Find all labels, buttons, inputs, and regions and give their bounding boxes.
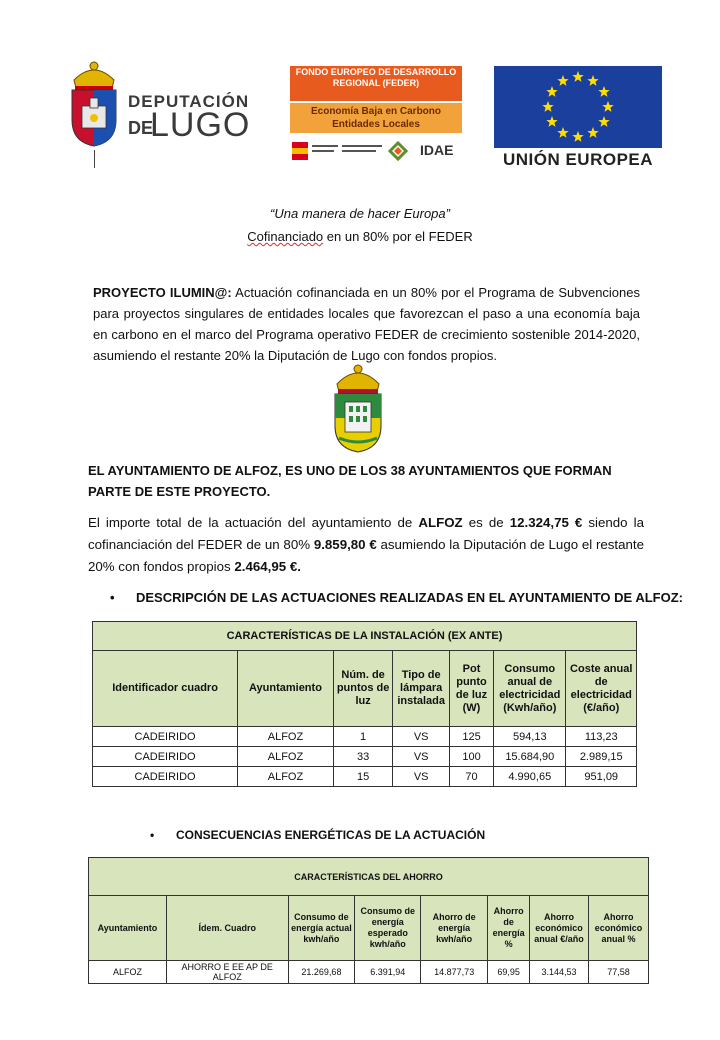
divider [94,150,95,168]
table-cell: 3.144,53 [530,961,589,984]
spain-government-icon [290,136,410,166]
column-header: Ídem. Cuadro [166,896,288,961]
ayuntamiento-heading: EL AYUNTAMIENTO DE ALFOZ, ES UNO DE LOS 38 AYUNTAMIENTOS QUE FORMAN PARTE DE ESTE PROYECTO. [88,463,612,499]
table-cell: 14.877,73 [421,961,488,984]
table-instalacion [92,621,637,787]
cofinanciado-line [0,229,720,244]
ministry-logos [290,136,462,166]
importe-paragraph [88,512,644,578]
column-header: Ahorro económico anual €/año [530,896,589,961]
table-cell: 21.269,68 [288,961,355,984]
table-cell: ALFOZ [238,727,334,747]
table-cell: ALFOZ [238,747,334,767]
bullet-descripcion [110,590,683,605]
idae-label: IDAE [420,142,454,158]
feder-title: FONDO EUROPEO DE DESARROLLO REGIONAL (FEDER) [290,66,462,101]
table-cell: CADEIRIDO [93,727,238,747]
table-cell: 69,95 [488,961,530,984]
column-header: Tipo de lámpara instalada [393,651,450,727]
importe-text: es de [462,515,510,530]
feder-logo [290,66,462,166]
importe-feder: 9.859,80 € [313,537,377,552]
table-cell: ALFOZ [89,961,167,984]
table-cell: 77,58 [589,961,649,984]
importe-text: asumiendo la Diputación de Lugo el restante 20% con fondos propios [88,537,645,574]
table-cell: VS [393,747,450,767]
table-cell: AHORRO E EE AP DE ALFOZ [166,961,288,984]
importe-text: El importe total de la actuación del ayuntamiento de [88,515,419,530]
column-header: Ahorro económico anual % [589,896,649,961]
eu-flag-icon [494,66,662,148]
table-cell: 70 [449,767,493,787]
table-row [93,747,637,767]
table-cell: ALFOZ [238,767,334,787]
table-cell: 100 [449,747,493,767]
table-row [93,767,637,787]
logo-line-lugo: LUGO [150,106,251,144]
project-paragraph [93,282,640,366]
bullet-icon: • [150,828,155,842]
importe-propios: 2.464,95 €. [234,559,301,574]
column-header: Consumo de energía esperado kwh/año [355,896,421,961]
table-cell: 125 [449,727,493,747]
column-header: Consumo de energía actual kwh/año [288,896,355,961]
table-cell: 2.989,15 [566,747,637,767]
table-cell: 951,09 [566,767,637,787]
motto-line: “Una manera de hacer Europa” [270,206,450,221]
alfoz-coat-of-arms-icon [329,362,387,454]
table-cell: VS [393,767,450,787]
table-cell: 33 [333,747,393,767]
table-title: CARACTERÍSTICAS DEL AHORRO [89,858,649,896]
deputacion-lugo-logo [128,92,251,144]
table-cell: 594,13 [494,727,566,747]
column-header: Pot punto de luz (W) [449,651,493,727]
table-cell: VS [393,727,450,747]
column-header: Ayuntamiento [89,896,167,961]
column-header: Coste anual de electricidad (€/año) [566,651,637,727]
lugo-coat-of-arms-icon [66,58,122,148]
importe-text: siendo la cofinanciación del FEDER de un 80% [88,515,644,552]
cofinanciado-rest: en un 80% por el FEDER [323,229,473,244]
table-cell: 1 [333,727,393,747]
table-cell: CADEIRIDO [93,747,238,767]
project-text: Actuación cofinanciada en un 80% por el Programa de Subvenciones para proyectos singulares de entidades locales que favorezcan el paso a una economía baja en carbono en el marco del Programa operativo FEDER de crecimiento sostenible 2014-2020, asumiendo el restante 20% la Diputación de Lugo con fondos propios. [93,285,640,363]
table-row [89,961,649,984]
table-cell: 15 [333,767,393,787]
importe-total: 12.324,75 € [509,515,583,530]
table-cell: 6.391,94 [355,961,421,984]
table-cell: CADEIRIDO [93,767,238,787]
bullet-consecuencias [150,828,486,842]
feder-subtitle: Economía Baja en Carbono Entidades Locales [290,103,462,133]
eu-label: UNIÓN EUROPEA [502,150,654,169]
column-header: Consumo anual de electricidad (Kwh/año) [494,651,566,727]
cofinanciado-word: Cofinanciado [247,229,324,244]
column-header: Núm. de puntos de luz [333,651,393,727]
column-header: Ahorro de energía % [488,896,530,961]
logo-line-de: DE [128,118,154,138]
logo-line-deputacion: DEPUTACIÓN [128,92,250,111]
table-row [93,727,637,747]
table-ahorro [88,857,649,984]
table-cell: 15.684,90 [494,747,566,767]
table-title: CARACTERÍSTICAS DE LA INSTALACIÓN (EX ANTE) [93,622,637,651]
column-header: Ayuntamiento [238,651,334,727]
column-header: Identificador cuadro [93,651,238,727]
table-cell: 4.990,65 [494,767,566,787]
bullet-text: DESCRIPCIÓN DE LAS ACTUACIONES REALIZADAS EN EL AYUNTAMIENTO DE ALFOZ: [136,590,683,605]
column-header: Ahorro de energía kwh/año [421,896,488,961]
project-lead: PROYECTO ILUMIN@: [93,285,232,300]
table-cell: 113,23 [566,727,637,747]
bullet-text: CONSECUENCIAS ENERGÉTICAS DE LA ACTUACIÓN [176,828,486,842]
bullet-icon: • [110,590,115,605]
importe-ayuntamiento: ALFOZ [418,515,463,530]
